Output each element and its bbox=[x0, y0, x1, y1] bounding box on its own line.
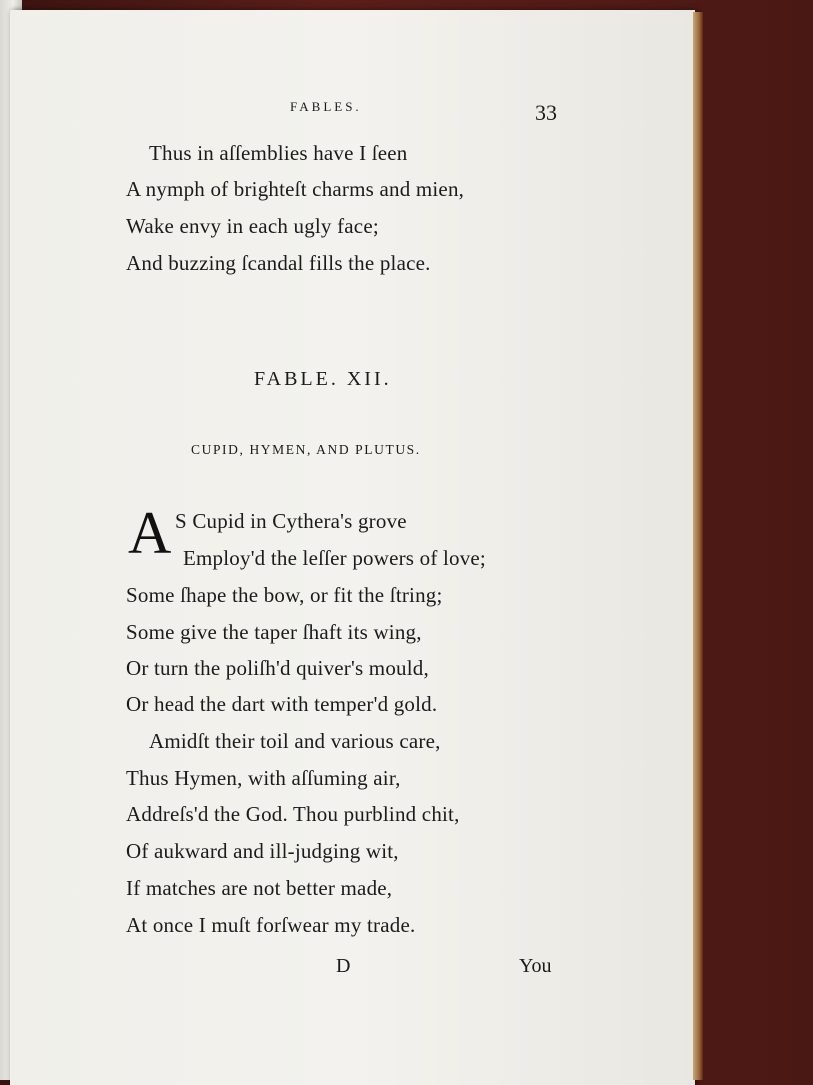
verse-line: S Cupid in Cythera's grove bbox=[175, 509, 407, 533]
verse-line: A nymph of brighteſt charms and mien, bbox=[126, 177, 465, 201]
verse-line: Thus Hymen, with aſſuming air, bbox=[126, 766, 401, 790]
page-gilt-edge bbox=[693, 12, 703, 1080]
catchword: You bbox=[519, 955, 552, 977]
verse-line: At once I muſt forſwear my trade. bbox=[126, 913, 416, 937]
page-number: 33 bbox=[535, 100, 557, 125]
verse-line: Some ſhape the bow, or fit the ſtring; bbox=[126, 583, 443, 607]
verse-line: Addreſs'd the God. Thou purblind chit, bbox=[126, 802, 460, 826]
verse-line: Or turn the poliſh'd quiver's mould, bbox=[126, 656, 429, 680]
verse-line: Wake envy in each ugly face; bbox=[126, 214, 379, 238]
verse-line: Of aukward and ill-judging wit, bbox=[126, 839, 399, 863]
running-head: FABLES. bbox=[290, 99, 362, 114]
verse-line: Amidſt their toil and various care, bbox=[149, 729, 441, 753]
verse-line: Some give the taper ſhaft its wing, bbox=[126, 620, 422, 644]
drop-cap: A bbox=[128, 500, 172, 566]
verse-line: If matches are not better made, bbox=[126, 876, 393, 900]
verse-line: Or head the dart with temper'd gold. bbox=[126, 692, 438, 716]
fable-subtitle: CUPID, HYMEN, AND PLUTUS. bbox=[191, 442, 421, 457]
signature-mark: D bbox=[336, 955, 351, 977]
verse-line: Employ'd the leſſer powers of love; bbox=[183, 546, 486, 570]
verse-line: Thus in aſſemblies have I ſeen bbox=[149, 141, 408, 165]
fable-title: FABLE. XII. bbox=[254, 368, 392, 390]
verse-line: And buzzing ſcandal fills the place. bbox=[126, 251, 431, 275]
